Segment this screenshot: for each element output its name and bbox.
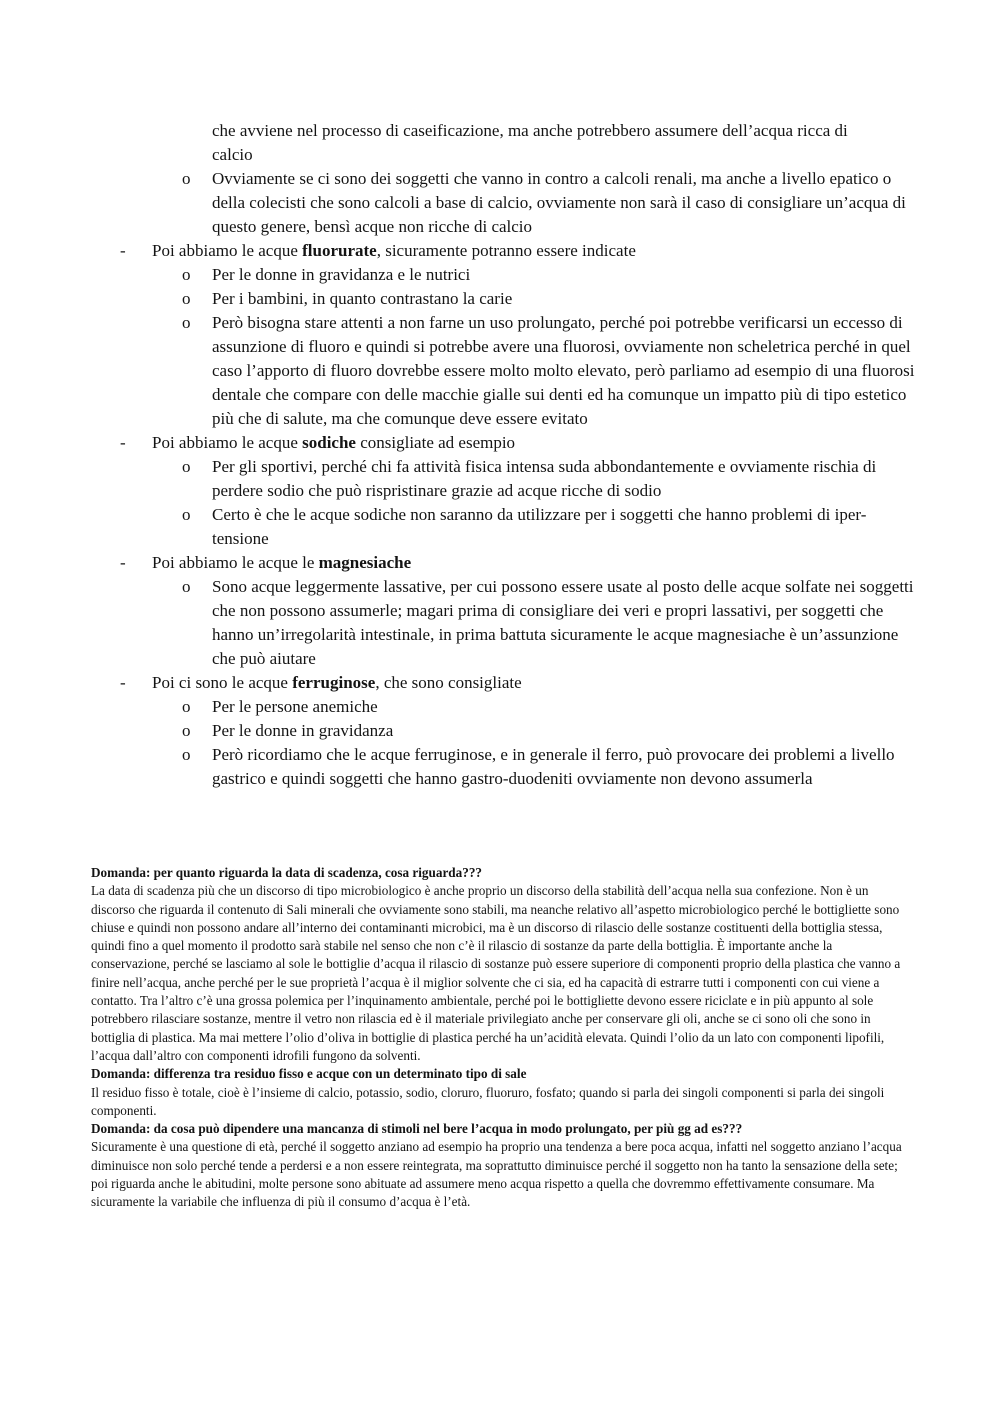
sub-bullet bbox=[0, 719, 1000, 743]
section-fluorurate bbox=[0, 239, 1000, 263]
continuation-line: calcio bbox=[212, 145, 253, 164]
section-suffix: consigliate ad esempio bbox=[355, 433, 516, 452]
sub-bullet-text: Per gli sportivi, perché chi fa attività fisica intensa suda abbondantemente e ovviamente rischia di perdere sodio che può rispristinare grazie ad acque ricche di sodio bbox=[212, 457, 877, 500]
circle-bullet-marker: o bbox=[182, 313, 191, 332]
section-keyword: fluorurate bbox=[302, 241, 377, 260]
sub-bullet-text: Per le donne in gravidanza bbox=[212, 721, 394, 740]
section-keyword: magnesiache bbox=[318, 553, 412, 572]
section-keyword: ferruginose bbox=[292, 673, 376, 692]
circle-bullet-marker: o bbox=[182, 721, 191, 740]
circle-bullet-marker: o bbox=[182, 745, 191, 764]
sub-bullet-text: Per le persone anemiche bbox=[212, 697, 378, 716]
sub-bullet bbox=[0, 263, 1000, 287]
sub-bullet-text: Però bisogna stare attenti a non farne un uso prolungato, perché poi potrebbe verificarsi un eccesso di assunzione di fluoro e quindi si potrebbe avere una fluorosi, ovviamente non scheletrica perché in quel caso l’apporto di fluoro dovrebbe essere molto molto elevato, però parliamo ad esempio di una fluorosi dentale che compare con delle macchie gialle sui denti ed ha comunque un impatto più di tipo estetico più che di salute, ma che comunque deve essere evitato bbox=[212, 313, 915, 428]
sub-bullet-text: Certo è che le acque sodiche non saranno da utilizzare per i soggetti che hanno problemi di iper-tensione bbox=[212, 505, 867, 548]
question-heading: Domanda: differenza tra residuo fisso e acque con un determinato tipo di sale bbox=[91, 1066, 527, 1082]
sub-bullet bbox=[0, 167, 1000, 239]
sub-bullet bbox=[0, 743, 1000, 791]
sub-bullet bbox=[0, 695, 1000, 719]
water-types-list bbox=[0, 119, 1000, 791]
section-suffix: , che sono consigliate bbox=[375, 673, 522, 692]
sub-bullet bbox=[0, 287, 1000, 311]
sub-bullet-text: Però ricordiamo che le acque ferruginose, e in generale il ferro, può provocare dei problemi a livello gastrico e quindi soggetti che hanno gastro-duodeniti ovviamente non devono assumerla bbox=[212, 745, 895, 788]
section-sodiche bbox=[0, 431, 1000, 455]
section-ferruginose bbox=[0, 671, 1000, 695]
sub-bullet-text: Per i bambini, in quanto contrastano la carie bbox=[212, 289, 513, 308]
section-prefix: Poi abbiamo le acque le bbox=[152, 553, 319, 572]
circle-bullet-marker: o bbox=[182, 697, 191, 716]
question-heading: Domanda: da cosa può dipendere una mancanza di stimoli nel bere l’acqua in modo prolungato, per più gg ad es??? bbox=[91, 1121, 743, 1137]
dash-bullet-marker: - bbox=[120, 673, 126, 692]
sub-bullet-text: Per le donne in gravidanza e le nutrici bbox=[212, 265, 471, 284]
circle-bullet-marker: o bbox=[182, 577, 191, 596]
dash-bullet-marker: - bbox=[120, 553, 126, 572]
continuation-text bbox=[0, 119, 1000, 167]
questions-answers bbox=[91, 864, 911, 1212]
section-prefix: Poi abbiamo le acque bbox=[152, 433, 303, 452]
circle-bullet-marker: o bbox=[182, 289, 191, 308]
circle-bullet-marker: o bbox=[182, 265, 191, 284]
question-heading: Domanda: per quanto riguarda la data di scadenza, cosa riguarda??? bbox=[91, 865, 483, 880]
section-prefix: Poi abbiamo le acque bbox=[152, 241, 303, 260]
sub-bullet bbox=[0, 575, 1000, 671]
sub-bullet bbox=[0, 455, 1000, 503]
answer-paragraph: Il residuo fisso è totale, cioè è l’insieme di calcio, potassio, sodio, cloruro, fluoruro, fosfato; quando si parla dei singoli componenti si parla dei singoli componenti. bbox=[91, 1084, 885, 1118]
section-prefix: Poi ci sono le acque bbox=[152, 673, 293, 692]
circle-bullet-marker: o bbox=[182, 505, 191, 524]
section-suffix: , sicuramente potranno essere indicate bbox=[376, 241, 636, 260]
sub-bullet bbox=[0, 503, 1000, 551]
dash-bullet-marker: - bbox=[120, 241, 126, 260]
section-keyword: sodiche bbox=[302, 433, 356, 452]
answer-paragraph: Sicuramente è una questione di età, perché il soggetto anziano ad esempio ha proprio una tendenza a bere poca acqua, infatti nel soggetto anziano l’acqua diminuisce non solo perché tende a perdersi e a non essere reintegrata, ma soprattutto diminuisce perché il soggetto non ha tanto la sensazione della sete; poi riguarda anche le abitudini, molte persone sono abituate ad assumere meno acqua rispetto a quella che dovremmo effettivamente consumare. Ma sicuramente la variabile che influenza di più il consumo d’acqua è l’età. bbox=[91, 1139, 902, 1210]
sub-bullet-text: Ovviamente se ci sono dei soggetti che vanno in contro a calcoli renali, ma anche a livello epatico o della colecisti che sono calcoli a base di calcio, ovviamente non sarà il caso di consigliare un’acqua di questo genere, bensì acque non ricche di calcio bbox=[212, 169, 906, 236]
dash-bullet-marker: - bbox=[120, 433, 126, 452]
answer-paragraph: La data di scadenza più che un discorso di tipo microbiologico è anche proprio un discorso della stabilità dell’acqua nella sua confezione. Non è un discorso che riguarda il contenuto di Sali minerali che ovviamente sono stabili, ma neanche relativo all’aspetto microbiologico perché le bottigliette sono chiuse e quindi non possono andare all’interno dei contaminanti microbici, ma è un discorso di rilascio delle sostanze costituenti della bottiglia stessa, quindi fino a quel momento il prodotto sarà stabile nel senso che non c’è il rilascio di sostanze da parte della bottiglia. È importante anche la conservazione, perché se lasciamo al sole le bottiglie d’acqua il rilascio di sostanze può essere superiore di componenti proprio della plastica che vanno a finire nell’acqua, anche perché per le sue proprietà l’acqua è il miglior solvente che ci sia, ed ha capacità di estrarre tutti i componenti con cui viene a contatto. Tra l’altro c’è una grossa polemica per l’inquinamento ambientale, perché poi le bottigliette devono essere riciclate e in più appunto al sole potrebbero rilasciare sostanze, mentre il vetro non rilascia ed è il materiale privilegiato anche per conservare gli oli, anche se ci sono oli che sono in bottiglia di plastica. Ma mai mettere l’olio d’oliva in bottiglie di plastica perché ha un’acidità elevata. Quindi l’olio da un lato con componenti lipofili, l’acqua dall’altro con componenti idrofili fungono da solventi. bbox=[91, 883, 901, 1063]
continuation-line: che avviene nel processo di caseificazione, ma anche potrebbero assumere dell’acqua ricca di bbox=[212, 121, 848, 140]
sub-bullet-text: Sono acque leggermente lassative, per cui possono essere usate al posto delle acque solfate nei soggetti che non possono assumerle; magari prima di consigliare dei veri e propri lassativi, per soggetti che hanno un’irregolarità intestinale, in prima battuta sicuramente le acque magnesiache è un’assunzione che può aiutare bbox=[212, 577, 914, 668]
section-magnesiache bbox=[0, 551, 1000, 575]
sub-bullet bbox=[0, 311, 1000, 431]
circle-bullet-marker: o bbox=[182, 169, 191, 188]
circle-bullet-marker: o bbox=[182, 457, 191, 476]
